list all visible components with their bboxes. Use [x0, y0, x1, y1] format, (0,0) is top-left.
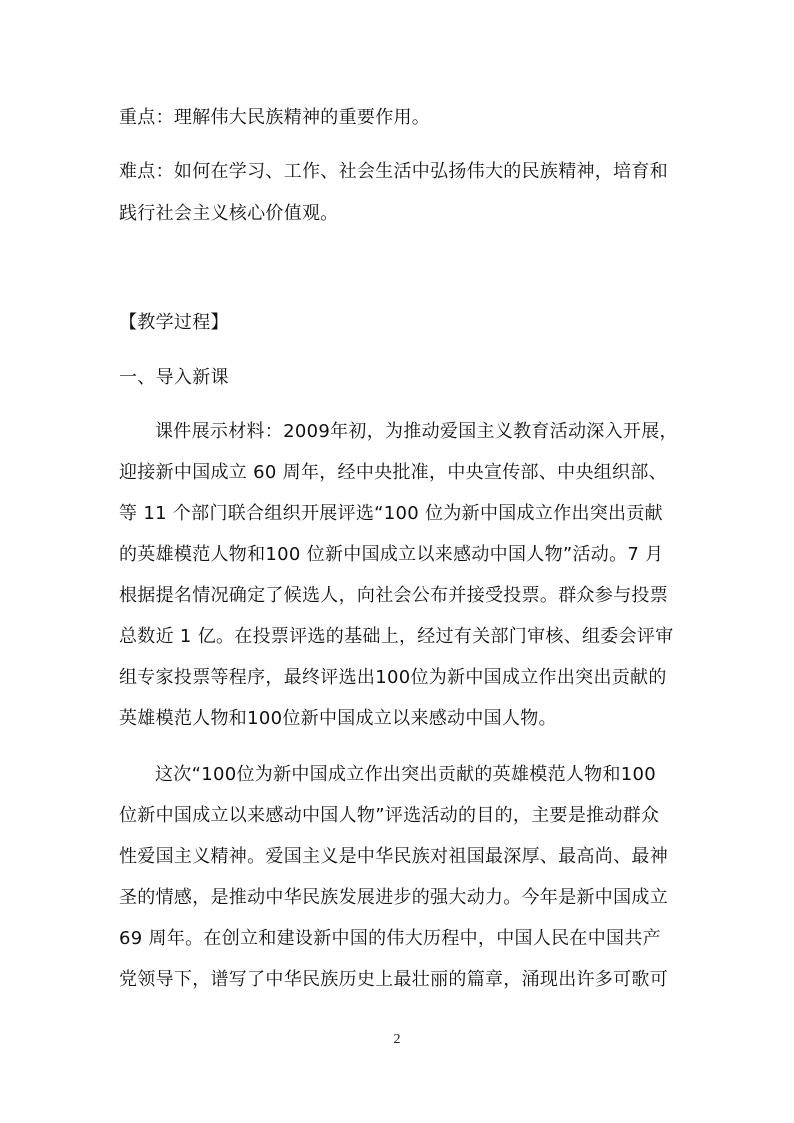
- paragraph2-line-6: 党领导下，谱写了中华民族历史上最壮丽的篇章，涌现出许多可歌可: [119, 969, 668, 990]
- subsection-title: 一、导入新课: [119, 367, 229, 388]
- paragraph1-line-6: 总数近 1 亿。在投票评选的基础上，经过有关部门审核、组委会评审: [119, 626, 674, 647]
- difficulty-line-2: 践行社会主义核心价值观。: [119, 203, 339, 224]
- paragraph1-line-4: 的英雄模范人物和100 位新中国成立以来感动中国人物”活动。7 月: [119, 544, 664, 565]
- paragraph2-line-3: 性爱国主义精神。爱国主义是中华民族对祖国最深厚、最高尚、最神: [119, 846, 668, 867]
- section-title: 【教学过程】: [119, 312, 229, 333]
- paragraph1-line-3: 等 11 个部门联合组织开展评选“100 位为新中国成立作出突出贡献: [119, 503, 663, 524]
- key-point-line: 重点：理解伟大民族精神的重要作用。: [119, 107, 431, 128]
- page-number: 2: [393, 1032, 401, 1047]
- paragraph1-line-2: 迎接新中国成立 60 周年，经中央批准，中央宣传部、中央组织部、: [119, 462, 667, 483]
- difficulty-line-1: 难点：如何在学习、工作、社会生活中弘扬伟大的民族精神，培育和: [119, 161, 668, 182]
- paragraph2-line-4: 圣的情感，是推动中华民族发展进步的强大动力。今年是新中国成立: [119, 887, 668, 908]
- paragraph2-line-5: 69 周年。在创立和建设新中国的伟大历程中，中国人民在中国共产: [119, 928, 661, 949]
- paragraph1-line-8: 英雄模范人物和100位新中国成立以来感动中国人物。: [119, 708, 557, 729]
- paragraph1-line-5: 根据提名情况确定了候选人，向社会公布并接受投票。群众参与投票: [119, 585, 668, 606]
- paragraph2-line-1: 这次“100位为新中国成立作出突出贡献的英雄模范人物和100: [155, 764, 657, 785]
- paragraph1-line-1: 课件展示材料：2009年初，为推动爱国主义教育活动深入开展，: [155, 421, 678, 442]
- paragraph2-line-2: 位新中国成立以来感动中国人物”评选活动的目的，主要是推动群众: [119, 805, 660, 826]
- paragraph1-line-7: 组专家投票等程序，最终评选出100位为新中国成立作出突出贡献的: [119, 667, 667, 688]
